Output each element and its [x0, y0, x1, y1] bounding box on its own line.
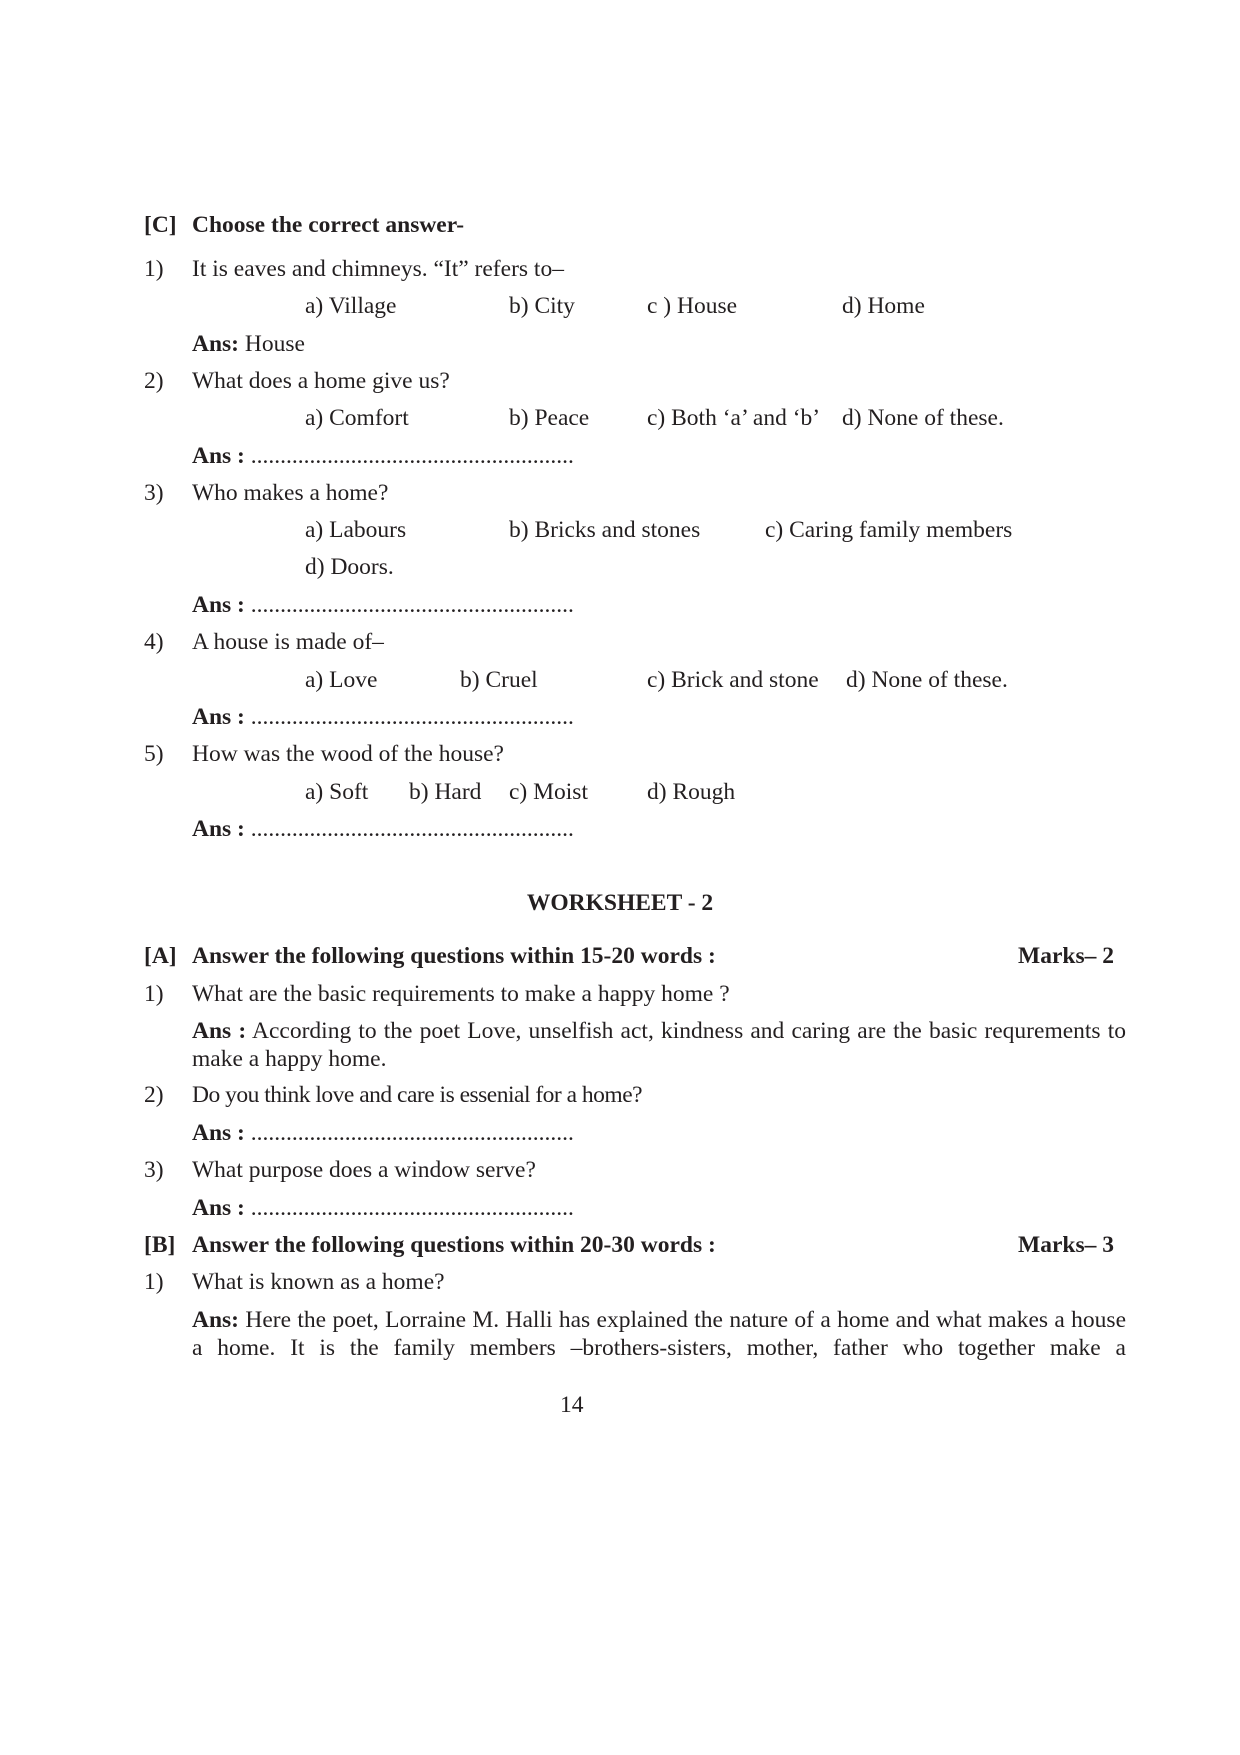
answer-line [192, 703, 574, 731]
section-title: Answer the following questions within 15-20 words : [192, 943, 716, 969]
question-text: How was the wood of the house? [192, 741, 504, 767]
answer-text: House [239, 331, 305, 357]
question-text: Who makes a home? [192, 480, 389, 506]
option: c ) House [647, 293, 738, 319]
section-title: Answer the following questions within 20-30 words : [192, 1232, 716, 1258]
answer-label: Ans : [192, 704, 245, 730]
option: c) Brick and stone [647, 667, 819, 693]
section-b-heading [144, 1231, 1124, 1259]
question-text: It is eaves and chimneys. “It” refers to– [192, 256, 564, 282]
option: b) Peace [509, 405, 590, 431]
answer-label: Ans: [192, 1307, 240, 1333]
question-number: 3) [144, 480, 164, 506]
answer-label: Ans: [192, 331, 240, 357]
answer-blank: ....................................................... [244, 443, 574, 469]
option: d) Rough [647, 779, 736, 805]
option: c) Both ‘a’ and ‘b’ [647, 405, 821, 431]
marks-label: Marks– 3 [1018, 1232, 1114, 1258]
option: a) Soft [305, 779, 369, 805]
question-text: What are the basic requirements to make a happy home ? [192, 981, 730, 1007]
answer-line [192, 442, 574, 470]
worksheet-title: WORKSHEET - 2 [526, 890, 714, 916]
section-label: [A] [144, 943, 177, 969]
answer-blank: ....................................................... [244, 816, 574, 842]
question-text: What is known as a home? [192, 1269, 445, 1295]
answer-label: Ans : [192, 592, 245, 618]
question-text: What purpose does a window serve? [192, 1157, 536, 1183]
option: b) Cruel [460, 667, 538, 693]
answer-line [192, 1119, 574, 1147]
option: d) None of these. [842, 405, 1004, 431]
answer-paragraph [192, 1017, 1126, 1073]
question-number: 4) [144, 629, 164, 655]
answer-line [192, 1194, 574, 1222]
answer-blank: ....................................................... [244, 1120, 574, 1146]
option: a) Love [305, 667, 378, 693]
answer-blank: ....................................................... [244, 592, 574, 618]
section-label: [C] [144, 212, 177, 238]
page-number: 14 [560, 1392, 584, 1418]
question-text: Do you think love and care is essenial for a home? [192, 1082, 643, 1108]
answer-label: Ans : [192, 1120, 245, 1146]
answer-line [192, 330, 305, 358]
option: a) Comfort [305, 405, 409, 431]
option: a) Village [305, 293, 397, 319]
answer-label: Ans : [192, 1018, 247, 1044]
option: c) Caring family members [765, 517, 1013, 543]
answer-text: Here the poet, Lorraine M. Halli has explained the nature of a home and what makes a house a home. It is the family members –brothers-sisters, mother, father who together make a [192, 1307, 1126, 1362]
question-number: 1) [144, 256, 164, 282]
question-number: 5) [144, 741, 164, 767]
answer-line [192, 815, 574, 843]
option: d) Doors. [305, 554, 394, 580]
answer-line [192, 591, 574, 619]
section-label: [B] [144, 1232, 176, 1258]
option: b) Hard [409, 779, 482, 805]
question-text: A house is made of– [192, 629, 384, 655]
section-c-heading [144, 211, 1124, 239]
answer-label: Ans : [192, 1195, 245, 1221]
question-number: 1) [144, 1269, 164, 1295]
question-text: What does a home give us? [192, 368, 450, 394]
option: d) Home [842, 293, 925, 319]
question-number: 3) [144, 1157, 164, 1183]
question-number: 1) [144, 981, 164, 1007]
section-title: Choose the correct answer- [192, 212, 465, 238]
section-a-heading [144, 942, 1124, 970]
question-number: 2) [144, 368, 164, 394]
answer-label: Ans : [192, 443, 245, 469]
answer-blank: ....................................................... [244, 1195, 574, 1221]
answer-label: Ans : [192, 816, 245, 842]
question-number: 2) [144, 1082, 164, 1108]
marks-label: Marks– 2 [1018, 943, 1114, 969]
option: d) None of these. [846, 667, 1008, 693]
answer-blank: ....................................................... [244, 704, 574, 730]
option: a) Labours [305, 517, 407, 543]
option: b) Bricks and stones [509, 517, 701, 543]
option: c) Moist [509, 779, 588, 805]
answer-paragraph [192, 1306, 1126, 1362]
answer-text: According to the poet Love, unselfish act, kindness and caring are the basic requrements to make a happy home. [192, 1018, 1127, 1073]
option: b) City [509, 293, 575, 319]
